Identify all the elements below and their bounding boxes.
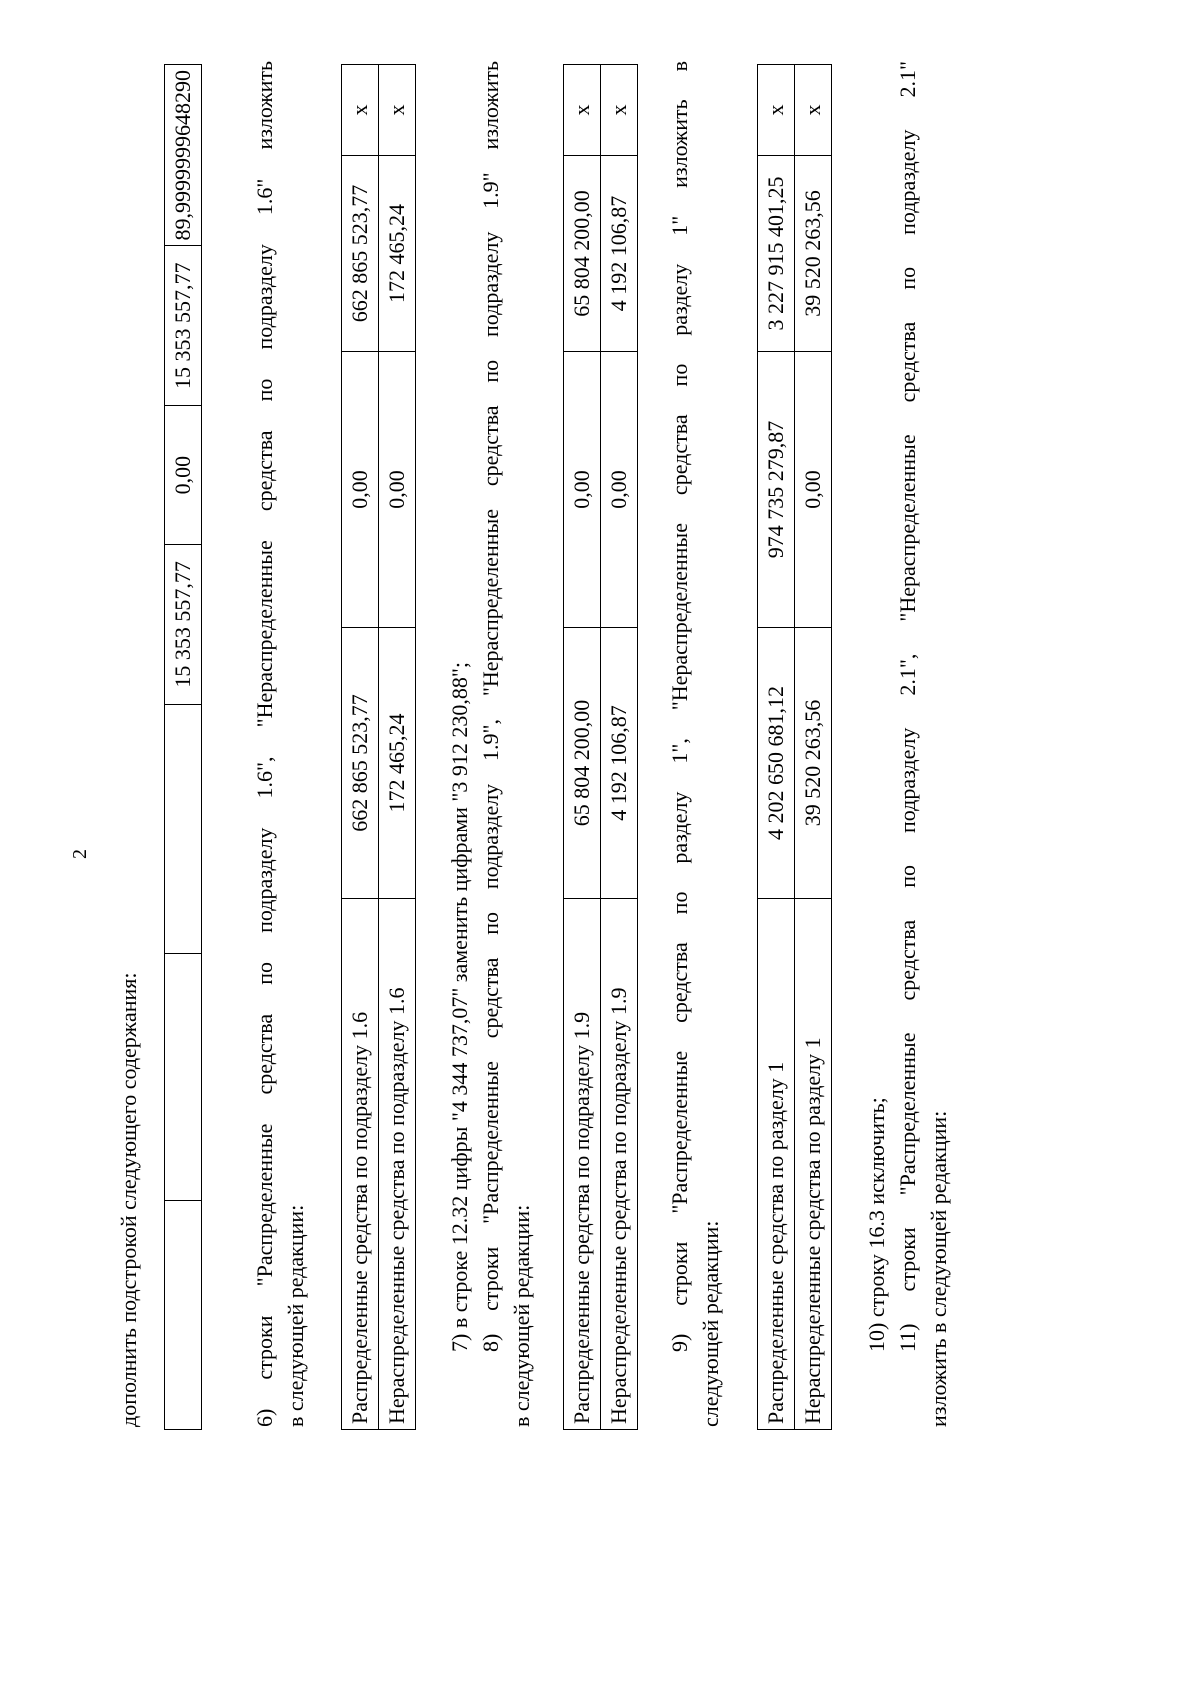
table-row [564, 65, 601, 1430]
table-cell: 662 865 523,77 [342, 628, 379, 899]
table-cell: 39 520 263,56 [795, 628, 832, 899]
table-cell: Нераспределенные средства по подразделу 1.9 [601, 899, 638, 1430]
table-cell: 65 804 200,00 [564, 628, 601, 899]
table-cell: x [601, 65, 638, 156]
page-number: 2 [69, 849, 91, 859]
table-cell: Распределенные средства по разделу 1 [758, 899, 795, 1430]
table-cell: 0,00 [795, 352, 832, 628]
item-10-text: 10) строку 16.3 исключить; [864, 1097, 889, 1352]
table-cell: 65 804 200,00 [564, 156, 601, 352]
item-9-line1: 9) строки "Распределенные средства по разделу 1", "Нераспределенные средства по разделу 1" изложить в [667, 61, 692, 1352]
table-cell: Нераспределенные средства по разделу 1 [795, 899, 832, 1430]
table-row [165, 65, 202, 1430]
table-cell: 0,00 [165, 405, 202, 544]
table-cell: 4 192 106,87 [601, 156, 638, 352]
table-cell: 0,00 [564, 352, 601, 628]
table-6 [341, 64, 416, 1430]
item-8-line2: в следующей редакции: [509, 1204, 534, 1427]
table-cell: x [795, 65, 832, 156]
table-cell: 172 465,24 [379, 628, 416, 899]
table-cell: 4 192 106,87 [601, 628, 638, 899]
table-8 [563, 64, 638, 1430]
table-cell: Распределенные средства по подразделу 1.6 [342, 899, 379, 1430]
table-row [601, 65, 638, 1430]
intro-text: дополнить подстрокой следующего содержания: [116, 972, 141, 1427]
table-cell: x [758, 65, 795, 156]
table-row [342, 65, 379, 1430]
table-cell: x [379, 65, 416, 156]
table-cell: Нераспределенные средства по подразделу 1.6 [379, 899, 416, 1430]
table-row [795, 65, 832, 1430]
table-cell: 0,00 [379, 352, 416, 628]
table-9 [757, 64, 832, 1430]
table-cell: 0,00 [342, 352, 379, 628]
table-cell: 662 865 523,77 [342, 156, 379, 352]
table-cell: 974 735 279,87 [758, 352, 795, 628]
table-cell: x [564, 65, 601, 156]
item-6-line1: 6) строки "Распределенные средства по подразделу 1.6", "Нераспределенные средства по подразделу 1.6" изложить [252, 61, 277, 1427]
table-cell: x [342, 65, 379, 156]
table-cell [165, 704, 202, 954]
item-7-text: 7) в строке 12.32 цифры "4 344 737,07" заменить цифрами "3 912 230,88"; [447, 662, 472, 1352]
table-cell: Распределенные средства по подразделу 1.9 [564, 899, 601, 1430]
table-cell: 0,00 [601, 352, 638, 628]
table-cell: 15 353 557,77 [165, 545, 202, 704]
table-cell: 4 202 650 681,12 [758, 628, 795, 899]
item-11-line1: 11) строки "Распределенные средства по подразделу 2.1", "Нераспределенные средства по подразделу 2.1" [895, 61, 920, 1352]
table-cell: 89,9999999648290 [165, 65, 202, 247]
item-11-line2: изложить в следующей редакции: [926, 1110, 951, 1427]
item-6-line2: в следующей редакции: [283, 1204, 308, 1427]
added-row-table [164, 64, 202, 1430]
table-row [758, 65, 795, 1430]
table-row [379, 65, 416, 1430]
table-cell [165, 954, 202, 1201]
table-cell: 15 353 557,77 [165, 246, 202, 405]
table-cell: 39 520 263,56 [795, 156, 832, 352]
table-cell: 3 227 915 401,25 [758, 156, 795, 352]
item-9-line2: следующей редакции: [698, 1220, 723, 1427]
table-cell: 172 465,24 [379, 156, 416, 352]
item-8-line1: 8) строки "Распределенные средства по подразделу 1.9", "Нераспределенные средства по подразделу 1.9" изложить [478, 61, 503, 1352]
table-cell [165, 1201, 202, 1430]
